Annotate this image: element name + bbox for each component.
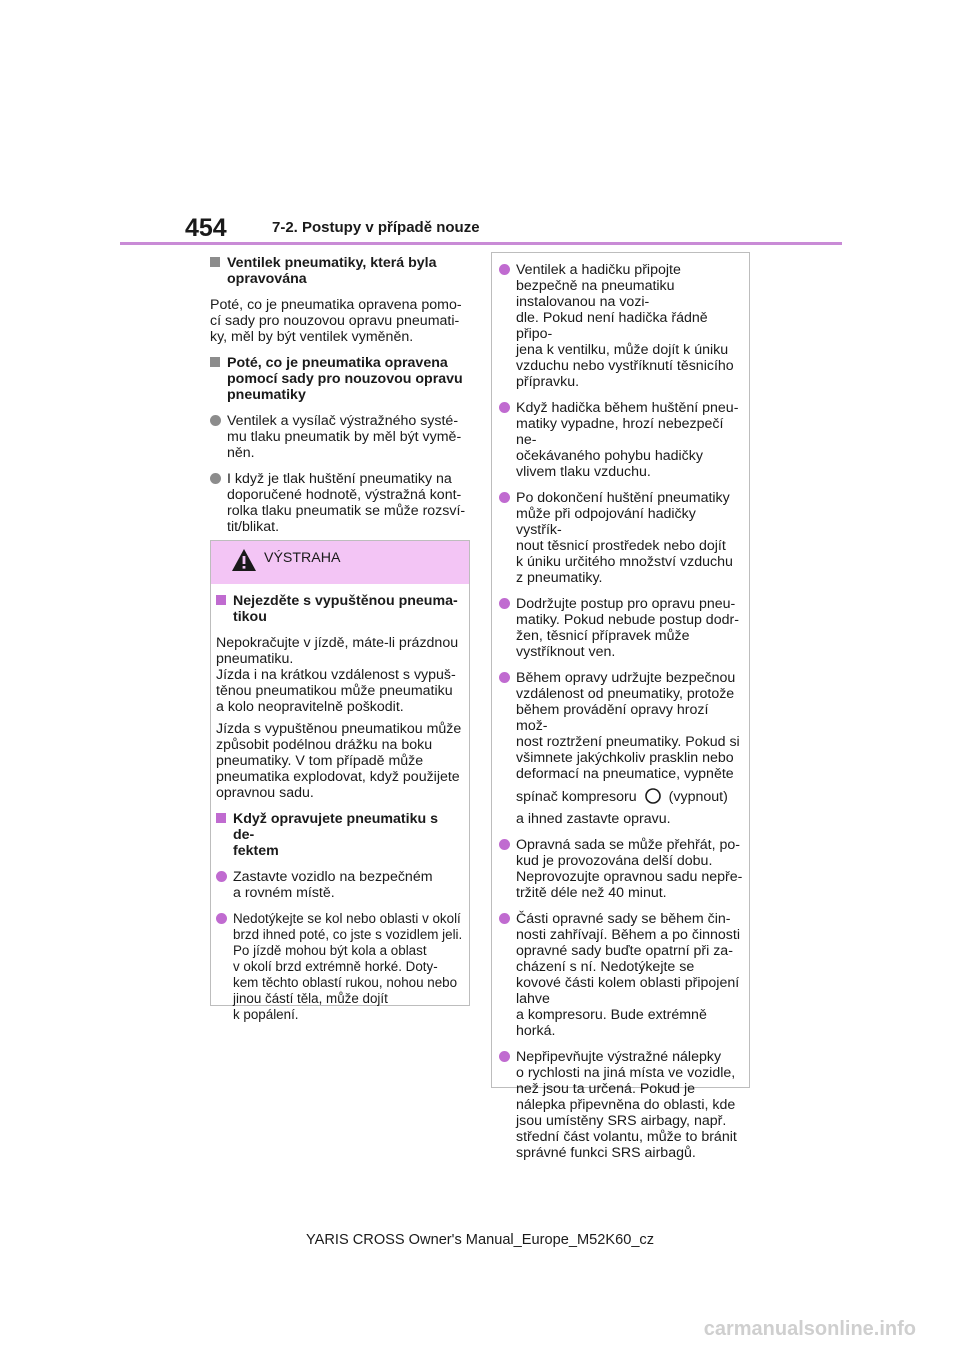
heading-repair-defect: Když opravujete pneumatiku s de- fektem <box>216 811 463 859</box>
heading-flat-tire: Nejezděte s vypuštěnou pneuma- tikou <box>216 593 463 625</box>
circle-bullet-icon <box>210 473 221 484</box>
circle-bullet-icon <box>499 264 510 275</box>
list-item: Nedotýkejte se kol nebo oblasti v okolí brzd ihned poté, co jste s vozidlem jeli. Po jízdě mohou být kola a oblast v okolí brzd extrémně horké. Doty- kem těchto oblastí rukou, nohou nebo jinou částí těla, může dojít k popálení. <box>216 911 463 1023</box>
list-item: Nepřipevňujte výstražné nálepky o rychlosti na jiná místa ve vozidle, než jsou ta určená. Pokud je nálepka připevněna do oblasti, kde jsou umístěny SRS airbagy, např. střední část volantu, může to bránit správné funkci SRS airbagů. <box>499 1049 743 1161</box>
heading-valve-repaired: Ventilek pneumatiky, která byla opravována <box>210 255 470 287</box>
paragraph: Jízda s vypuštěnou pneumatikou může způsobit podélnou drážku na boku pneumatiky. V tom případě může pneumatika explodovat, když použijete opravnou sadu. <box>216 721 462 801</box>
list-item: Během opravy udržujte bezpečnou vzdálenost od pneumatiky, protože během provádění opravy hrozí mož- nost roztržení pneumatiky. Pokud si všimnete jakýchkoliv prasklin nebo deformací na pneumatice, vypněte spínač kompresoru (vypnout) a ihned zastavte opravu. <box>499 670 743 827</box>
section-title: 7-2. Postupy v případě nouze <box>272 219 480 236</box>
circle-bullet-icon <box>499 402 510 413</box>
compressor-switch-line: spínač kompresoru (vypnout) <box>516 789 728 805</box>
circle-bullet-icon <box>499 1051 510 1062</box>
circle-bullet-icon <box>499 913 510 924</box>
warning-body <box>211 584 469 1023</box>
circle-bullet-icon <box>499 492 510 503</box>
heading-after-repair: Poté, co je pneumatika opravena pomocí sady pro nouzovou opravu pneumatiky <box>210 355 470 403</box>
circle-bullet-icon <box>499 598 510 609</box>
paragraph: a ihned zastavte opravu. <box>516 811 671 827</box>
page-number: 454 <box>185 214 227 242</box>
square-bullet-icon <box>210 357 220 367</box>
warning-box <box>210 540 470 1022</box>
right-column <box>491 252 750 1161</box>
watermark: carmanualsonline.info <box>703 1318 916 1340</box>
square-bullet-icon <box>216 813 226 823</box>
footer-text: YARIS CROSS Owner's Manual_Europe_M52K60_cz <box>305 1232 655 1248</box>
list-item: Části opravné sady se během čin- nosti zahřívají. Během a po činnosti opravné sady buďte opatrní při za- cházení s ní. Nedotýkejte se kovové části kolem oblasti připojení lahve a kompresoru. Bude extrémně horká. <box>499 911 743 1039</box>
left-column <box>210 255 470 545</box>
list-item: Ventilek a vysílač výstražného systé- mu tlaku pneumatik by měl být vymě- něn. <box>210 413 470 461</box>
list-item: Když hadička během huštění pneu- matiky vypadne, hrozí nebezpečí ne- očekávaného pohybu hadičky vlivem tlaku vzduchu. <box>499 400 743 480</box>
circle-bullet-icon <box>216 871 227 882</box>
warning-header <box>211 541 469 584</box>
warning-triangle-icon <box>231 548 257 572</box>
header-rule <box>120 242 842 245</box>
paragraph: Nepokračujte v jízdě, máte-li prázdnou pneumatiku. Jízda i na krátkou vzdálenost s vypuš- těnou pneumatikou může pneumatiku a kolo neopravitelně poškodit. <box>216 635 459 715</box>
warning-title: VÝSTRAHA <box>264 550 341 566</box>
power-off-icon <box>645 788 661 804</box>
square-bullet-icon <box>216 595 226 605</box>
list-item: I když je tlak huštění pneumatiky na doporučené hodnotě, výstražná kont- rolka tlaku pneumatik se může rozsví- tit/blikat. <box>210 471 470 535</box>
square-bullet-icon <box>210 257 220 267</box>
paragraph-valve-replace: Poté, co je pneumatika opravena pomo- cí sady pro nouzovou opravu pneumati- ky, měl by být ventilek vyměněn. <box>210 297 462 345</box>
list-item: Opravná sada se může přehřát, po- kud je provozována delší dobu. Neprovozujte opravnou sadu nepře- tržitě déle než 40 minut. <box>499 837 743 901</box>
circle-bullet-icon <box>499 839 510 850</box>
list-item: Ventilek a hadičku připojte bezpečně na pneumatiku instalovanou na vozi- dle. Pokud není hadička řádně připo- jena k ventilku, může dojít k úniku vzduchu nebo vystříknutí těsnicího přípravku. <box>499 262 743 390</box>
circle-bullet-icon <box>210 415 221 426</box>
list-item: Zastavte vozidlo na bezpečném a rovném místě. <box>216 869 463 901</box>
circle-bullet-icon <box>499 672 510 683</box>
list-item: Dodržujte postup pro opravu pneu- matiky. Pokud nebude postup dodr- žen, těsnicí přípravek může vystříknout ven. <box>499 596 743 660</box>
circle-bullet-icon <box>216 913 227 924</box>
list-item: Po dokončení huštění pneumatiky může při odpojování hadičky vystřík- nout těsnicí prostředek nebo dojít k úniku určitého množství vzduchu z pneumatiky. <box>499 490 743 586</box>
